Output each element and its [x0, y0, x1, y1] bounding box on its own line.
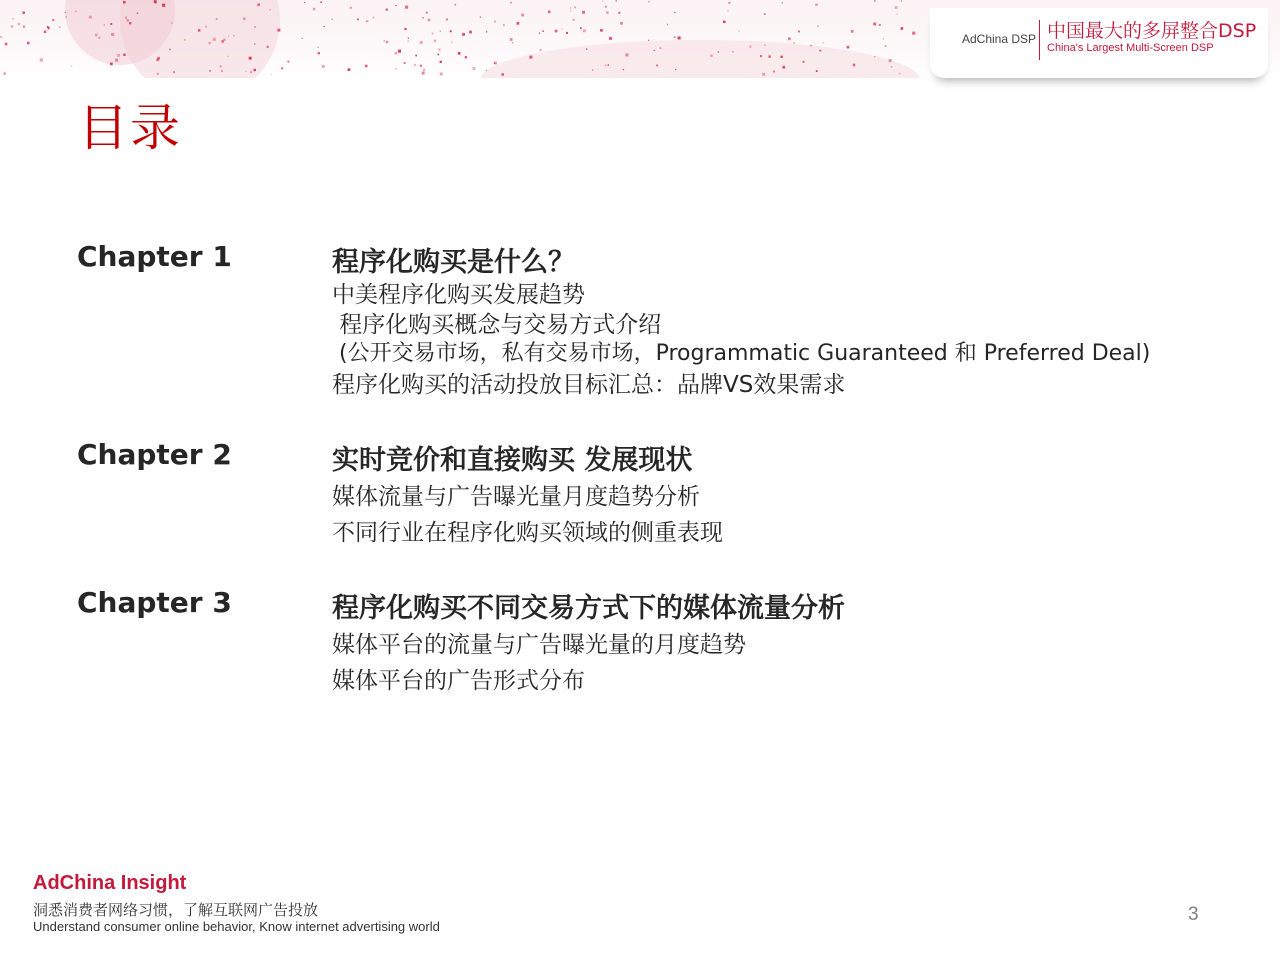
decorative-dot	[727, 10, 728, 11]
decorative-dot	[609, 37, 612, 40]
decorative-dot	[415, 55, 417, 57]
decorative-dot	[718, 51, 719, 52]
brand-tagline-en: China's Largest Multi-Screen DSP	[1047, 42, 1214, 54]
decorative-dot	[227, 56, 228, 57]
decorative-dot	[281, 67, 283, 69]
decorative-dot	[115, 59, 118, 62]
decorative-dot	[793, 42, 795, 44]
decorative-dot	[901, 0, 902, 1]
decorative-dot	[12, 18, 13, 19]
decorative-dot	[213, 38, 216, 41]
decorative-dot	[570, 11, 571, 12]
decorative-dot	[675, 69, 676, 70]
decorative-dot	[529, 56, 532, 59]
decorative-dot	[277, 29, 280, 32]
decorative-dot	[462, 33, 465, 36]
decorative-dot	[162, 4, 165, 7]
decorative-dot	[542, 30, 544, 32]
decorative-dot	[895, 6, 898, 9]
decorative-dot	[912, 32, 915, 35]
decorative-dot	[566, 32, 568, 34]
decorative-dot	[313, 8, 316, 11]
decorative-dot	[65, 12, 66, 13]
decorative-dot	[574, 6, 576, 8]
decorative-dot	[18, 23, 20, 25]
decorative-dot	[99, 37, 101, 39]
decorative-dot	[561, 28, 562, 29]
decorative-dot	[254, 26, 256, 28]
decorative-dot	[732, 51, 733, 52]
chapter-lines	[332, 478, 723, 550]
decorative-dot	[710, 55, 713, 58]
decorative-dot	[583, 29, 586, 32]
decorative-dot	[395, 68, 396, 69]
decorative-dot	[414, 64, 416, 66]
decorative-dot	[243, 18, 246, 21]
decorative-dot	[764, 45, 765, 46]
decorative-dot	[883, 38, 884, 39]
chapter-line: 媒体平台的广告形式分布	[332, 668, 585, 694]
decorative-dot	[89, 16, 92, 19]
decorative-dot	[220, 65, 222, 67]
chapter-line: 媒体流量与广告曝光量月度趋势分析	[332, 484, 700, 510]
decorative-dot	[674, 36, 676, 38]
decorative-dot	[539, 33, 540, 34]
footer-tagline-en: Understand consumer online behavior, Know internet advertising world	[33, 919, 440, 934]
decorative-dot	[573, 19, 575, 21]
decorative-dot	[110, 63, 113, 66]
decorative-dot	[426, 12, 428, 14]
decorative-dot	[125, 17, 127, 19]
chapter-title: 实时竞价和直接购买 发展现状	[332, 445, 693, 476]
decorative-dot	[129, 22, 131, 24]
decorative-dot	[254, 43, 255, 44]
decorative-dot	[889, 59, 892, 62]
decorative-dot	[169, 49, 171, 51]
decorative-dot	[782, 2, 783, 3]
decorative-dot	[395, 52, 398, 55]
decorative-dot	[408, 41, 409, 42]
decorative-dot	[816, 70, 818, 72]
decorative-dot	[623, 69, 624, 70]
decorative-dot	[71, 65, 72, 66]
decorative-dot	[885, 45, 887, 47]
decorative-dot	[625, 54, 628, 57]
decorative-dot	[434, 40, 437, 43]
decorative-dot	[23, 26, 25, 28]
decorative-dot	[332, 19, 334, 21]
decorative-dot	[249, 57, 252, 60]
brand-tagline-cn: 中国最大的多屏整合DSP	[1047, 20, 1257, 42]
decorative-dot	[423, 69, 425, 71]
decorative-dot	[22, 11, 25, 14]
chapter-lines	[332, 276, 1150, 396]
decorative-dot	[386, 41, 389, 44]
decorative-dot	[267, 46, 269, 48]
decorative-dot	[899, 73, 901, 75]
decorative-dot	[271, 74, 272, 75]
decorative-dot	[521, 14, 524, 17]
decorative-dot	[111, 33, 114, 36]
chapter-line: 中美程序化购买发展趋势	[332, 282, 585, 308]
decorative-dot	[66, 16, 67, 17]
decorative-dot	[874, 0, 876, 2]
decorative-dot	[773, 71, 775, 73]
decorative-dot	[897, 13, 898, 14]
decorative-dot	[40, 58, 43, 61]
decorative-dot	[209, 70, 211, 72]
decorative-dot	[420, 65, 422, 67]
decorative-dot	[879, 24, 881, 26]
decorative-dot	[510, 2, 512, 4]
decorative-dot	[616, 0, 617, 1]
decorative-dot	[270, 9, 271, 10]
decorative-dot	[798, 31, 800, 33]
page-title: 目录	[78, 99, 182, 157]
decorative-dot	[768, 55, 771, 58]
decorative-dot	[762, 73, 765, 76]
decorative-dot	[257, 3, 260, 6]
decorative-dot	[817, 26, 819, 28]
decorative-dot	[728, 2, 730, 4]
decorative-dot	[620, 22, 623, 25]
decorative-dot	[660, 47, 662, 49]
decorative-dot	[44, 31, 47, 34]
decorative-dot	[216, 18, 218, 20]
decorative-dot	[366, 20, 368, 22]
decorative-dot	[540, 49, 542, 51]
decorative-dot	[580, 27, 582, 29]
decorative-dot	[318, 52, 320, 54]
decorative-dot	[656, 65, 658, 67]
decorative-dot	[823, 42, 824, 43]
decorative-dot	[819, 50, 821, 52]
decorative-dot	[0, 36, 2, 38]
decorative-dot	[104, 24, 105, 25]
chapter-line: 媒体平台的流量与广告曝光量的月度趋势	[332, 632, 746, 658]
decorative-dot	[600, 29, 603, 32]
decorative-dot	[117, 54, 120, 57]
chapter-label: Chapter 3	[77, 586, 232, 619]
decorative-dot	[606, 11, 609, 14]
decorative-dot	[803, 61, 805, 63]
decorative-dot	[847, 46, 850, 49]
decorative-dot	[592, 70, 593, 71]
decorative-dot	[422, 17, 424, 19]
decorative-dot	[439, 49, 441, 51]
decorative-dot	[47, 26, 49, 28]
decorative-dot	[348, 68, 351, 71]
chapter-title: 程序化购买是什么？	[332, 247, 575, 278]
decorative-dot	[480, 17, 481, 18]
decorative-dot	[901, 27, 904, 30]
decorative-dot	[788, 37, 791, 40]
decorative-dot	[75, 11, 76, 12]
brand-divider	[1039, 20, 1040, 60]
decorative-dot	[59, 26, 61, 28]
decorative-dot	[810, 45, 811, 46]
decorative-dot	[324, 26, 325, 27]
decorative-dot	[432, 33, 434, 35]
decorative-dot	[350, 7, 352, 9]
decorative-dot	[404, 62, 406, 64]
header-brand-box	[930, 8, 1268, 78]
decorative-dot	[764, 13, 766, 15]
decorative-dot	[127, 19, 130, 22]
decorative-dot	[386, 9, 388, 11]
decorative-dot	[667, 24, 668, 25]
decorative-dot	[494, 21, 496, 23]
decorative-dot	[608, 64, 610, 66]
decorative-dot	[450, 30, 452, 32]
decorative-dot	[3, 72, 5, 74]
decorative-dot	[853, 64, 856, 67]
decorative-dot	[287, 61, 289, 63]
decorative-dot	[110, 23, 112, 25]
decorative-dot	[5, 43, 8, 46]
decorative-dot	[512, 42, 513, 43]
decorative-dot	[318, 47, 319, 48]
decorative-dot	[469, 31, 472, 34]
decorative-dot	[605, 6, 607, 8]
decorative-dot	[873, 23, 876, 26]
decorative-dot	[458, 52, 461, 55]
decorative-dot	[123, 54, 125, 56]
decorative-dot	[404, 28, 406, 30]
decorative-dot	[891, 66, 893, 68]
chapter-line: 程序化购买概念与交易方式介绍	[332, 312, 662, 338]
decorative-dot	[209, 42, 211, 44]
decorative-dot	[548, 11, 551, 14]
decorative-dot	[52, 19, 54, 21]
decorative-dot	[749, 46, 751, 48]
chapter-line: 程序化购买的活动投放目标汇总：品牌VS效果需求	[332, 372, 846, 398]
decorative-dot	[738, 31, 739, 32]
decorative-dot	[570, 7, 571, 8]
decorative-dot	[250, 71, 252, 73]
decorative-dot	[154, 0, 157, 3]
decorative-dot	[173, 71, 175, 73]
decorative-dot	[198, 29, 201, 32]
decorative-dot	[455, 4, 457, 6]
decorative-dot	[782, 66, 785, 69]
decorative-dot	[302, 38, 303, 39]
decorative-dot	[648, 1, 649, 2]
decorative-dot	[405, 6, 408, 9]
decorative-dot	[157, 73, 159, 75]
decorative-dot	[233, 35, 234, 36]
decorative-dot	[582, 11, 585, 14]
decorative-dot	[221, 70, 223, 72]
decorative-dot	[398, 50, 401, 53]
footer-tagline-cn: 洞悉消费者网络习惯，了解互联网广告投放	[33, 901, 319, 919]
decorative-dot	[555, 30, 558, 33]
decorative-dot	[440, 73, 443, 76]
decorative-dot	[472, 67, 475, 70]
decorative-dot	[157, 57, 160, 60]
decorative-dot	[420, 41, 423, 44]
decorative-dot	[465, 56, 467, 58]
chapter-line: (公开交易市场，私有交易市场，Programmatic Guaranteed 和 Preferred Deal)	[332, 341, 1151, 366]
decorative-dot	[648, 40, 649, 41]
decorative-dot	[586, 49, 587, 50]
decorative-dot	[618, 12, 620, 14]
decorative-dot	[440, 31, 441, 32]
decorative-dot	[602, 1, 603, 2]
decorative-dot	[396, 5, 397, 6]
decorative-dot	[357, 19, 359, 21]
decorative-dot	[486, 70, 487, 71]
decorative-dot	[95, 34, 98, 37]
decorative-dot	[874, 56, 875, 57]
decorative-dot	[451, 42, 452, 43]
chapter-title: 程序化购买不同交易方式下的媒体流量分析	[332, 593, 845, 624]
decorative-dot	[254, 69, 256, 71]
decorative-dot	[781, 56, 783, 58]
decorative-dot	[221, 40, 224, 43]
decorative-dot	[365, 65, 368, 68]
footer-logo: AdChina Insight	[33, 872, 187, 894]
decorative-dot	[373, 17, 375, 19]
decorative-dot	[446, 19, 448, 21]
decorative-dot	[486, 31, 487, 32]
decorative-dot	[123, 1, 126, 4]
decorative-dot	[322, 65, 325, 68]
page-number: 3	[1188, 904, 1199, 925]
chapter-label: Chapter 1	[77, 240, 232, 273]
decorative-dot	[205, 26, 206, 27]
decorative-dot	[851, 30, 854, 33]
decorative-dot	[815, 4, 818, 7]
decorative-dot	[503, 24, 504, 25]
decorative-dot	[654, 50, 655, 51]
decorative-dot	[228, 36, 229, 37]
chapter-label: Chapter 2	[77, 438, 232, 471]
decorative-dot	[440, 61, 442, 63]
decorative-dot	[384, 40, 386, 42]
decorative-dot	[11, 25, 14, 28]
decorative-dot	[245, 71, 246, 72]
brand-adchina-dsp: AdChina DSP	[962, 32, 1037, 46]
decorative-dot	[408, 38, 409, 39]
decorative-dot	[171, 23, 172, 24]
decorative-dot	[137, 12, 139, 14]
decorative-dot	[422, 72, 425, 75]
decorative-dot	[760, 55, 762, 57]
decorative-dot	[494, 62, 496, 64]
decorative-dot	[517, 22, 520, 25]
decorative-dot	[320, 1, 322, 3]
decorative-dot	[502, 73, 504, 75]
decorative-dot	[605, 65, 607, 67]
decorative-dot	[184, 39, 186, 41]
decorative-dot	[304, 2, 305, 3]
decorative-dot	[27, 42, 30, 45]
chapter-line: 不同行业在程序化购买领域的侧重表现	[332, 520, 723, 546]
chapter-lines	[332, 626, 746, 698]
decorative-dot	[674, 12, 675, 13]
decorative-dot	[678, 36, 681, 39]
decorative-dot	[428, 19, 431, 22]
decorative-dot	[438, 54, 440, 56]
decorative-dot	[723, 21, 726, 24]
decorative-dot	[510, 38, 513, 41]
